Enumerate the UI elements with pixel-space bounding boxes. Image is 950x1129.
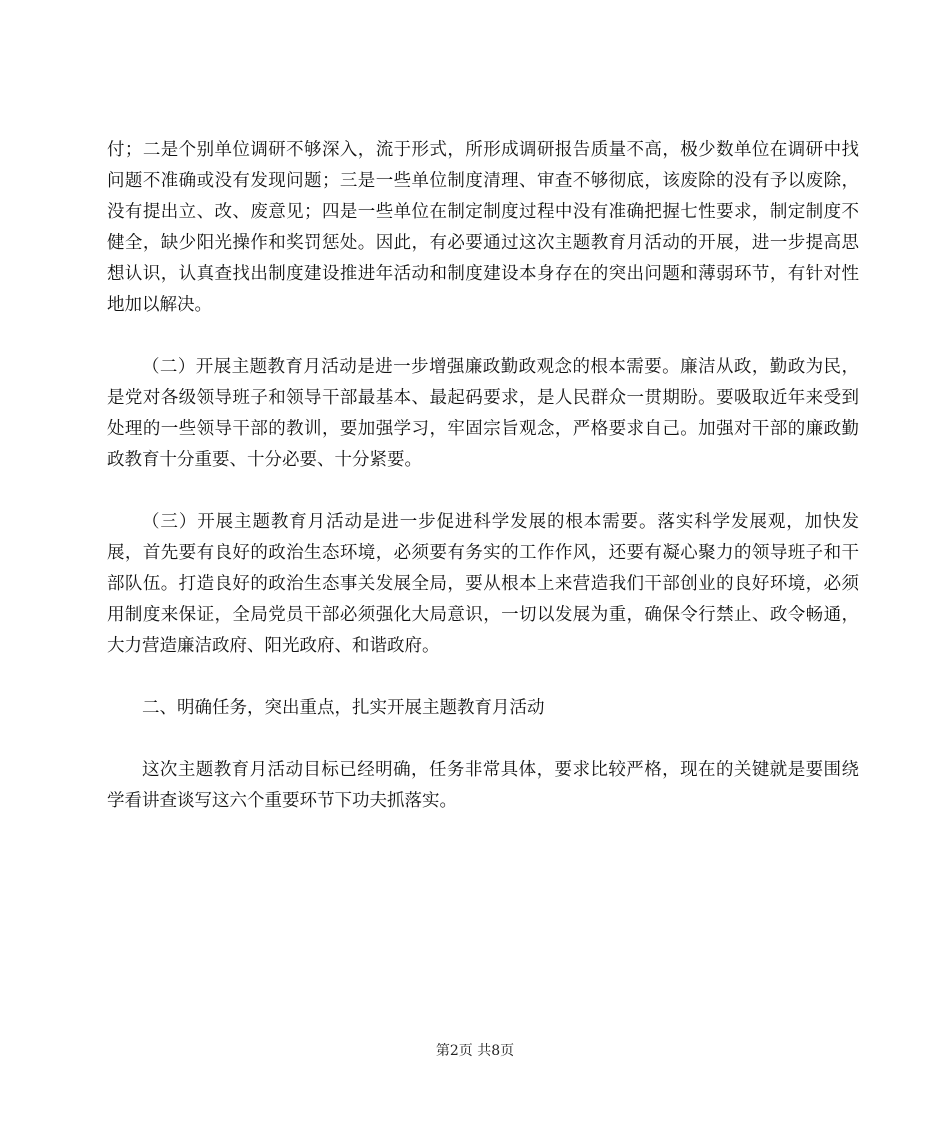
section-heading: 二、明确任务，突出重点，扎实开展主题教育月活动 xyxy=(142,698,545,718)
document-body xyxy=(107,135,859,848)
paragraph-section-two: （二）开展主题教育月活动是进一步增强廉政勤政观念的根本需要。廉洁从政，勤政为民，是党对各级领导班子和领导干部最基本、最起码要求，是人民群众一贯期盼。要吸取近年来受到处理的一些领导干部的教训，要加强学习，牢固宗旨观念，严格要求自己。加强对干部的廉政勤政教育十分重要、十分必要、十分紧要。 xyxy=(107,357,859,470)
paragraph-tasks: 这次主题教育月活动目标已经明确，任务非常具体，要求比较严格，现在的关键就是要围绕学看讲查谈写这六个重要环节下功夫抓落实。 xyxy=(107,760,859,811)
page-footer: 第2页 共8页 xyxy=(435,1043,515,1059)
paragraph-continuation: 付；二是个别单位调研不够深入，流于形式，所形成调研报告质量不高，极少数单位在调研中找问题不准确或没有发现问题；三是一些单位制度清理、审查不够彻底，该废除的没有予以废除，没有提出立、改、废意见；四是一些单位在制定制度过程中没有准确把握七性要求，制定制度不健全，缺少阳光操作和奖罚惩处。因此，有必要通过这次主题教育月活动的开展，进一步提高思想认识，认真查找出制度建设推进年活动和制度建设本身存在的突出问题和薄弱环节，有针对性地加以解决。 xyxy=(107,140,859,315)
paragraph-section-three: （三）开展主题教育月活动是进一步促进科学发展的根本需要。落实科学发展观，加快发展，首先要有良好的政治生态环境，必须要有务实的工作作风，还要有凝心聚力的领导班子和干部队伍。打造良好的政治生态事关发展全局，要从根本上来营造我们干部创业的良好环境，必须用制度来保证，全局党员干部必须强化大局意识，一切以发展为重，确保令行禁止、政令畅通，大力营造廉洁政府、阳光政府、和谐政府。 xyxy=(107,512,859,656)
